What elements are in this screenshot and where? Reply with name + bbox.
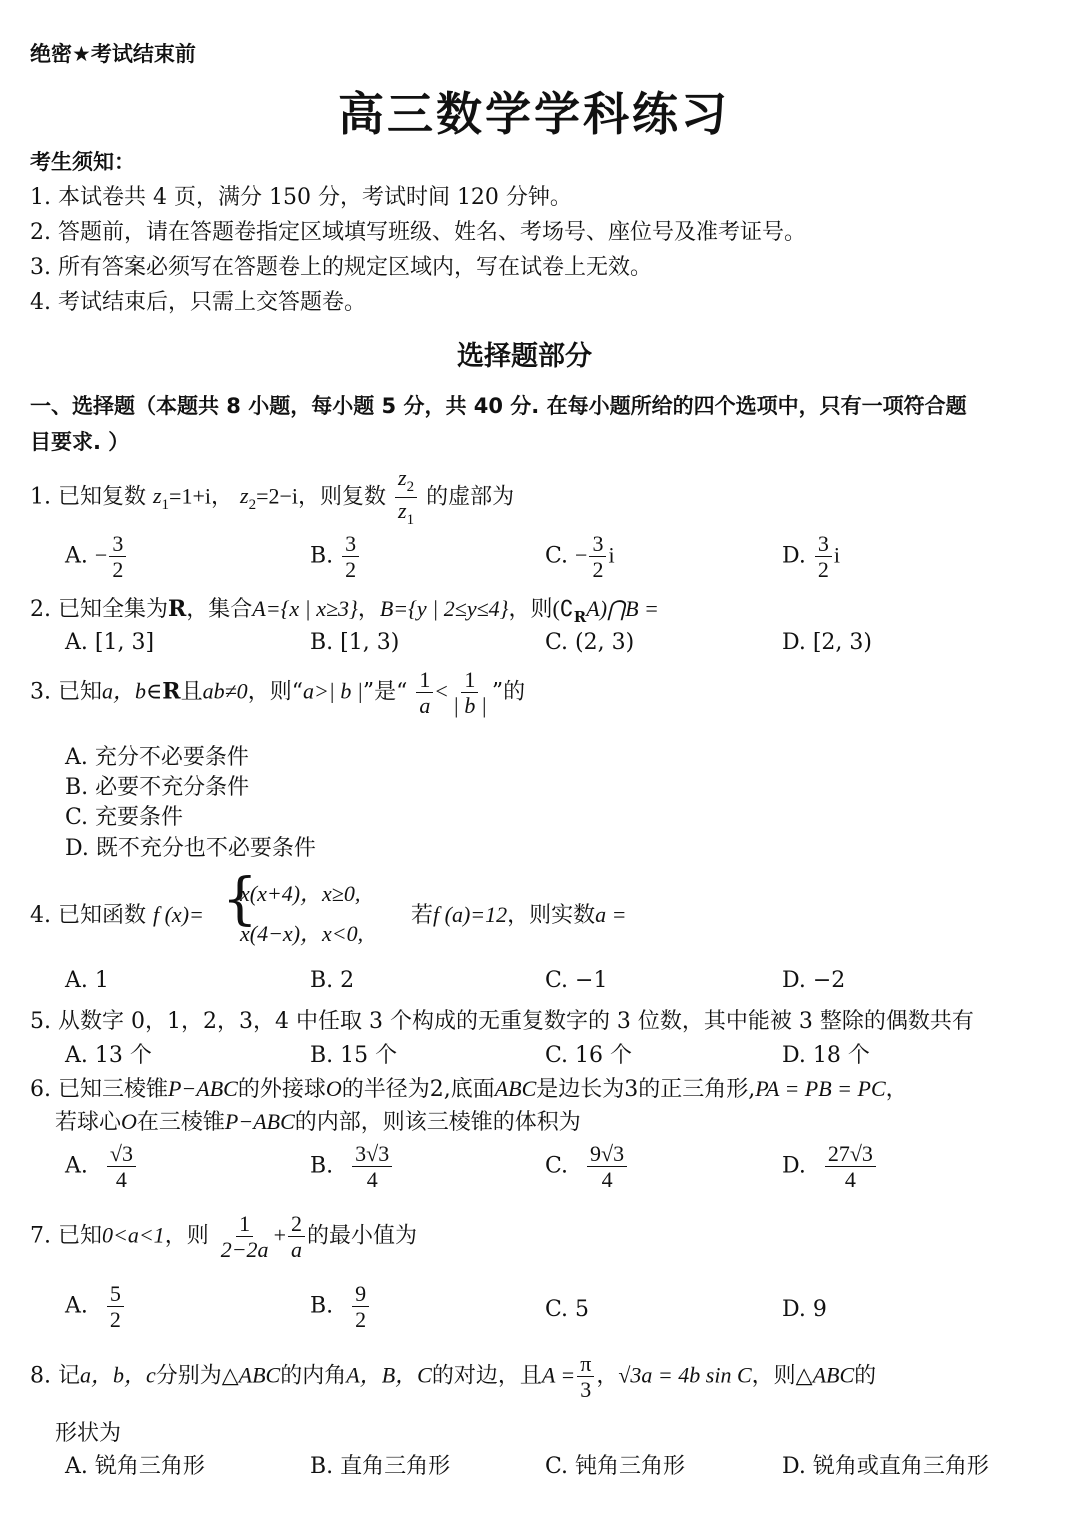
q3-cond-intro: 且 xyxy=(180,679,203,705)
q7-cond: 0<a<1 xyxy=(101,1222,165,1248)
q5-option-d: D. 18 个 xyxy=(782,1043,870,1068)
q6-pabc: P−ABC xyxy=(167,1076,238,1101)
q7-prefix: 7. 已知 xyxy=(30,1223,102,1249)
q2-prefix: 2. 已知全集为 xyxy=(30,597,168,622)
q7-f2-num: 2 xyxy=(288,1212,305,1237)
q8-l1c: 的内角 xyxy=(280,1363,347,1389)
q1-d-label: D. xyxy=(782,543,806,569)
q3-f2-num: 1 xyxy=(461,668,478,693)
q6-d-num: 27√3 xyxy=(825,1142,876,1167)
q1-d-num: 3 xyxy=(815,532,832,557)
q7-a-num: 5 xyxy=(107,1282,124,1307)
q6-l1e: ， xyxy=(885,1077,908,1102)
q6-a-frac xyxy=(107,1142,136,1191)
q4-prefix-line xyxy=(30,898,204,929)
q1-z2-var: z xyxy=(240,483,249,509)
q1-d-i: i xyxy=(833,542,840,568)
q8-option-a: A. 锐角三角形 xyxy=(65,1454,205,1479)
q1-suffix: 的虚部为 xyxy=(426,484,515,510)
q1-prefix: 1. 已知复数 xyxy=(30,484,146,510)
q2-set-a: A={x | x≥3} xyxy=(252,596,358,621)
q6-l1d: 是边长为3的正三角形, xyxy=(536,1077,756,1102)
q7-b-frac xyxy=(352,1282,369,1331)
q6-option-b xyxy=(310,1142,394,1191)
q8-option-d: D. 锐角或直角三角形 xyxy=(782,1454,989,1479)
q1-z2-sub: 2 xyxy=(248,497,257,514)
q6-d-label: D. xyxy=(782,1153,806,1179)
q1-mid: ，则复数 xyxy=(298,484,387,510)
notice-item-2: 2. 答题前，请在答题卷指定区域填写班级、姓名、考场号、座位号及准考证号。 xyxy=(30,220,806,245)
q3-vars: a，b xyxy=(101,678,146,704)
q6-a-den: 4 xyxy=(115,1167,127,1193)
question-1 xyxy=(30,466,514,529)
q1-frac-num-sub: 2 xyxy=(406,479,415,495)
q1-b-frac xyxy=(342,532,359,581)
q2-option-b: B. [1, 3) xyxy=(310,630,400,655)
q4-suffix: ，则实数 xyxy=(507,903,596,928)
question-6-line1 xyxy=(30,1072,908,1103)
q1-option-b xyxy=(310,532,361,581)
q1-a-frac xyxy=(109,532,126,581)
q1-sep: ， xyxy=(210,484,233,510)
q6-b-label: B. xyxy=(310,1153,334,1179)
q4-cond-intro: 若 xyxy=(411,903,434,928)
q1-b-label: B. xyxy=(310,543,334,569)
q1-c-den: 2 xyxy=(592,557,604,583)
q8-l1b: 分别为 xyxy=(155,1363,222,1389)
q2-mid: ，则 xyxy=(508,597,553,622)
q1-a-label: A. xyxy=(65,543,88,569)
q4-brace: { xyxy=(222,867,258,932)
q8-rel: √3a = 4b sin C xyxy=(618,1362,752,1388)
q8-angles: A，B，C xyxy=(346,1362,432,1388)
section-instruction-line2: 目要求. ） xyxy=(30,430,130,454)
q1-c-num: 3 xyxy=(589,532,606,557)
q6-option-d xyxy=(782,1142,878,1191)
question-8-line1 xyxy=(30,1352,876,1401)
q6-c-label: C. xyxy=(545,1153,569,1179)
q8-l1g: 的 xyxy=(854,1363,877,1389)
q7-mid: ，则 xyxy=(164,1223,209,1249)
q4-prefix: 4. 已知函数 xyxy=(30,903,146,928)
q8-a-eq: A = xyxy=(541,1362,576,1388)
q5-option-c: C. 16 个 xyxy=(545,1043,633,1068)
q7-plus: + xyxy=(273,1222,286,1248)
q6-b-num: 3√3 xyxy=(352,1142,392,1167)
q7-f1-den: 2−2a xyxy=(220,1237,269,1263)
q2-expr-end: A)⋂B = xyxy=(586,596,659,621)
q8-pi-num: π xyxy=(577,1352,594,1377)
q1-option-c xyxy=(545,532,615,581)
q1-b-den: 2 xyxy=(345,557,357,583)
q1-a-den: 2 xyxy=(112,557,124,583)
q1-fraction xyxy=(395,466,417,529)
q4-fx: f (x)= xyxy=(152,902,204,927)
q4-option-a: A. 1 xyxy=(65,968,109,993)
q1-eq1: =1+i xyxy=(169,483,211,509)
q4-option-b: B. 2 xyxy=(310,968,355,993)
q7-option-d: D. 9 xyxy=(782,1297,827,1322)
q7-a-label: A. xyxy=(65,1293,88,1319)
notice-item-1: 1. 本试卷共 4 页，满分 150 分，考试时间 120 分钟。 xyxy=(30,185,572,210)
q1-c-frac xyxy=(589,532,606,581)
q3-suffix: ”的 xyxy=(491,679,526,705)
q2-sep: ， xyxy=(357,597,380,622)
q8-l1e: ， xyxy=(596,1363,619,1389)
q3-f1-den: a xyxy=(419,693,431,719)
q6-l1c: 的半径为2,底面 xyxy=(341,1077,495,1102)
q3-option-c: C. 充要条件 xyxy=(65,805,184,830)
q3-R: R xyxy=(162,678,181,705)
q1-z1-var: z xyxy=(152,483,162,509)
question-3 xyxy=(30,668,525,717)
q8-l1f: ，则 xyxy=(751,1363,796,1389)
q7-b-den: 2 xyxy=(355,1307,367,1333)
q1-c-i: i xyxy=(608,542,615,568)
q6-l2c: 的内部，则该三棱锥的体积为 xyxy=(294,1110,581,1135)
q3-option-d: D. 既不充分也不必要条件 xyxy=(65,836,316,861)
q7-option-b xyxy=(310,1282,371,1331)
q7-suffix: 的最小值为 xyxy=(306,1223,417,1249)
q5-option-b: B. 15 个 xyxy=(310,1043,398,1068)
page-title: 高三数学学科练习 xyxy=(338,87,730,141)
q4-option-c: C. −1 xyxy=(545,968,608,993)
q1-z1 xyxy=(152,483,170,514)
q4-case-1: x(x+4)，x≥0, xyxy=(240,881,361,906)
q6-pabc2: P−ABC xyxy=(224,1109,295,1134)
q8-l1d: 的对边，且 xyxy=(431,1363,542,1389)
q1-a-num: 3 xyxy=(109,532,126,557)
q3-option-b: B. 必要不充分条件 xyxy=(65,775,250,800)
q7-f1-num: 1 xyxy=(236,1212,253,1237)
q8-option-c: C. 钝角三角形 xyxy=(545,1454,686,1479)
q8-tri1: △ABC xyxy=(221,1362,281,1388)
question-8-line2: 形状为 xyxy=(55,1421,122,1446)
section-title: 选择题部分 xyxy=(457,341,592,372)
q6-b-frac xyxy=(352,1142,392,1191)
q4-option-d: D. −2 xyxy=(782,968,846,993)
q1-frac-den-var: z xyxy=(398,497,407,523)
q3-f2-den: | b | xyxy=(452,693,487,719)
q2-expr-sub: R xyxy=(573,608,587,626)
q3-lt: < xyxy=(435,678,448,704)
q6-l1b: 的外接球 xyxy=(237,1077,326,1102)
q6-a-label: A. xyxy=(65,1153,88,1179)
q8-abc: a，b，c xyxy=(79,1362,156,1388)
q1-z2 xyxy=(240,483,257,514)
question-7 xyxy=(30,1212,417,1261)
q1-option-a xyxy=(65,532,128,581)
q6-d-frac xyxy=(825,1142,876,1191)
q6-option-c xyxy=(545,1142,629,1191)
q6-b-den: 4 xyxy=(366,1167,378,1193)
q6-O: O xyxy=(325,1076,342,1101)
q1-eq2: =2−i xyxy=(256,483,298,509)
q1-frac-num-var: z xyxy=(398,465,407,490)
q2-option-c: C. (2, 3) xyxy=(545,630,635,655)
q3-ineq: a>| b | xyxy=(302,678,363,704)
q6-l1a: 6. 已知三棱锥 xyxy=(30,1077,168,1102)
section-instruction-line1: 一、选择题（本题共 8 小题，每小题 5 分，共 40 分. 在每小题所给的四个选项中，只有一项符合题 xyxy=(30,394,967,418)
q1-d-den: 2 xyxy=(817,557,829,583)
q1-c-sign: − xyxy=(575,542,588,568)
q7-b-label: B. xyxy=(310,1293,334,1319)
q4-cond: f (a)=12 xyxy=(433,902,508,927)
question-6-line2 xyxy=(55,1105,581,1136)
q2-set-intro: ，集合 xyxy=(186,597,253,622)
q1-c-label: C. xyxy=(545,543,569,569)
q3-prefix: 3. 已知 xyxy=(30,679,102,705)
q1-z1-sub: 1 xyxy=(161,497,170,514)
q6-eqs: PA = PB = PC xyxy=(755,1076,886,1101)
q3-f1-num: 1 xyxy=(416,668,433,693)
q8-l1a: 8. 记 xyxy=(30,1363,80,1389)
q4-case-2: x(4−x)，x<0, xyxy=(240,921,364,946)
q4-var: a = xyxy=(595,902,627,927)
q8-option-b: B. 直角三角形 xyxy=(310,1454,451,1479)
q7-frac-2 xyxy=(288,1212,305,1261)
q3-frac-1 xyxy=(416,668,433,717)
q7-option-c: C. 5 xyxy=(545,1297,590,1322)
q5-option-a: A. 13 个 xyxy=(65,1043,152,1068)
q1-b-num: 3 xyxy=(342,532,359,557)
notice-item-4: 4. 考试结束后，只需上交答题卷。 xyxy=(30,290,366,315)
q2-set-b: B={y | 2≤y≤4} xyxy=(379,596,509,621)
question-2 xyxy=(30,592,659,626)
confidential-label: 绝密★考试结束前 xyxy=(30,42,196,66)
q8-pi-den: 3 xyxy=(580,1377,592,1403)
q3-cond: ab≠0 xyxy=(202,678,248,704)
q3-frac-2 xyxy=(450,668,490,717)
q1-d-frac xyxy=(815,532,832,581)
q3-mid2: ”是“ xyxy=(362,679,408,705)
q2-expr: (∁ xyxy=(552,596,574,621)
q7-b-num: 9 xyxy=(352,1282,369,1307)
notice-title: 考生须知： xyxy=(30,150,135,174)
notice-item-3: 3. 所有答案必须写在答题卷上的规定区域内，写在试卷上无效。 xyxy=(30,255,652,280)
q3-mid: ，则“ xyxy=(247,679,303,705)
q4-condition xyxy=(411,898,627,929)
q7-option-a xyxy=(65,1282,126,1331)
q2-option-d: D. [2, 3) xyxy=(782,630,872,655)
q6-c-num: 9√3 xyxy=(587,1142,627,1167)
q1-frac-den-sub: 1 xyxy=(406,511,415,528)
q7-frac-1 xyxy=(218,1212,272,1261)
q2-R: R xyxy=(167,596,187,622)
q6-O2: O xyxy=(121,1109,137,1134)
q8-pi-frac xyxy=(577,1352,594,1401)
q7-a-den: 2 xyxy=(109,1307,121,1333)
q6-option-a xyxy=(65,1142,138,1191)
q3-in: ∈ xyxy=(146,678,163,704)
q3-option-a: A. 充分不必要条件 xyxy=(65,745,249,770)
q6-d-den: 4 xyxy=(844,1167,856,1193)
question-5: 5. 从数字 0，1，2，3，4 中任取 3 个构成的无重复数字的 3 位数，其中能被 3 整除的偶数共有 xyxy=(30,1009,974,1034)
q6-c-frac xyxy=(587,1142,627,1191)
q6-a-num: √3 xyxy=(107,1142,136,1167)
q7-f2-den: a xyxy=(290,1237,302,1263)
q2-option-a: A. [1, 3] xyxy=(65,630,155,655)
q1-option-d xyxy=(782,532,840,581)
q1-a-sign: − xyxy=(94,542,108,568)
q8-tri2: △ABC xyxy=(795,1362,855,1388)
q7-a-frac xyxy=(107,1282,124,1331)
q6-l2a: 若球心 xyxy=(55,1110,122,1135)
q6-l2b: 在三棱锥 xyxy=(136,1110,225,1135)
q6-c-den: 4 xyxy=(601,1167,613,1193)
q6-abc: ABC xyxy=(494,1076,537,1101)
